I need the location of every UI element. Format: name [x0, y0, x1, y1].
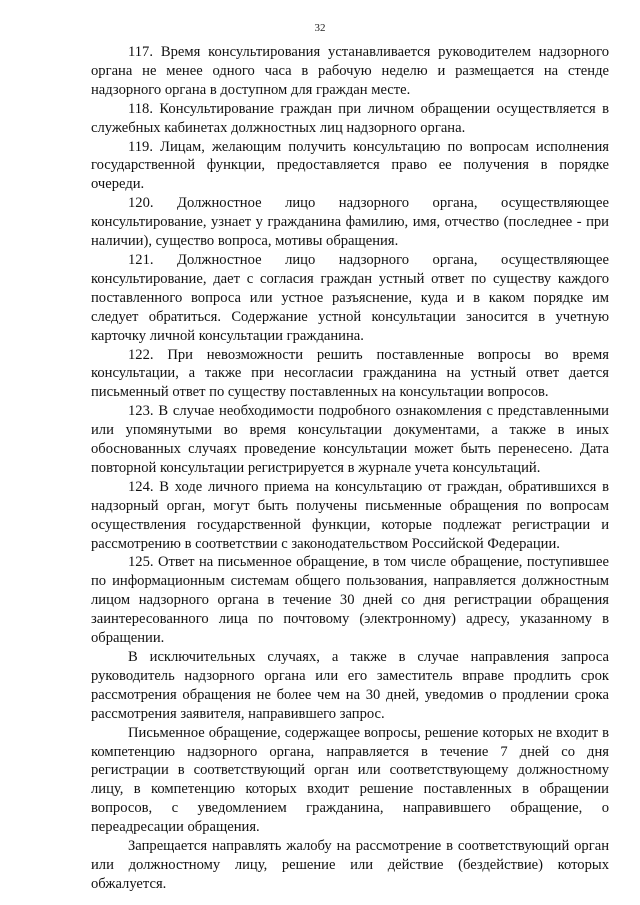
paragraph-124: 124. В ходе личного приема на консультацию от граждан, обратившихся в надзорный орган, могут быть получены письменные обращения по вопросам осуществления государственной функции, которые подлежат регистрации и рассмотрению в соответствии с законодательством Российской Федерации.	[91, 478, 609, 552]
paragraph-119: 119. Лицам, желающим получить консультацию по вопросам исполнения государственной функции, предоставляется право ее получения в порядке очереди.	[91, 138, 609, 193]
paragraph-extension-of-term: В исключительных случаях, а также в случае направления запроса руководитель надзорного органа или его заместитель вправе продлить срок рассмотрения обращения не более чем на 30 дней, уведомив о продлении срока рассмотрения заявителя, направившего запрос.	[91, 649, 609, 722]
paragraph-121: 121. Должностное лицо надзорного органа, осуществляющее консультирование, дает с согласия граждан устный ответ по существу каждого поставленного вопроса или устное разъяснение, куда и в каком порядке им следует обратиться. Содержание устной консультации заносится в учетную карточку личной консультации гражданина.	[91, 251, 609, 344]
page-number: 32	[314, 22, 326, 34]
document-body	[91, 43, 609, 894]
paragraph-117: 117. Время консультирования устанавливается руководителем надзорного органа не менее одного часа в рабочую неделю и размещается на стенде надзорного органа в доступном для граждан месте.	[91, 44, 609, 98]
paragraph-123: 123. В случае необходимости подробного ознакомления с представленными или упомянутыми во время консультации документами, а также в иных обоснованных случаях проведение консультации может быть перенесено. Дата повторной консультации регистрируется в журнале учета консультаций.	[91, 403, 609, 476]
paragraph-prohibition: Запрещается направлять жалобу на рассмотрение в соответствующий орган или должностному лицу, решение или действие (бездействие) которых обжалуется.	[91, 838, 609, 892]
paragraph-118: 118. Консультирование граждан при личном обращении осуществляется в служебных кабинетах должностных лиц надзорного органа.	[91, 100, 609, 136]
paragraph-120: 120. Должностное лицо надзорного органа, осуществляющее консультирование, узнает у гражданина фамилию, имя, отчество (последнее - при наличии), существо вопроса, мотивы обращения.	[91, 195, 609, 250]
paragraph-redirection: Письменное обращение, содержащее вопросы, решение которых не входит в компетенцию надзорного органа, направляется в течение 7 дней со дня регистрации в соответствующий орган или соответствующему должностному лицу, в компетенцию которых входит решение поставленных в обращении вопросов, с уведомлением гражданина, направившего обращение, о переадресации обращения.	[91, 724, 609, 836]
paragraph-122: 122. При невозможности решить поставленные вопросы во время консультации, а также при несогласии гражданина на устный ответ дается письменный ответ по существу поставленных на консультации вопросов.	[91, 346, 609, 401]
paragraph-125: 125. Ответ на письменное обращение, в том числе обращение, поступившее по информационным системам общего пользования, направляется должностным лицом надзорного органа в течение 30 дней со дня регистрации обращения заинтересованного лица по почтовому (электронному) адресу, указанному в обращении.	[91, 554, 609, 647]
